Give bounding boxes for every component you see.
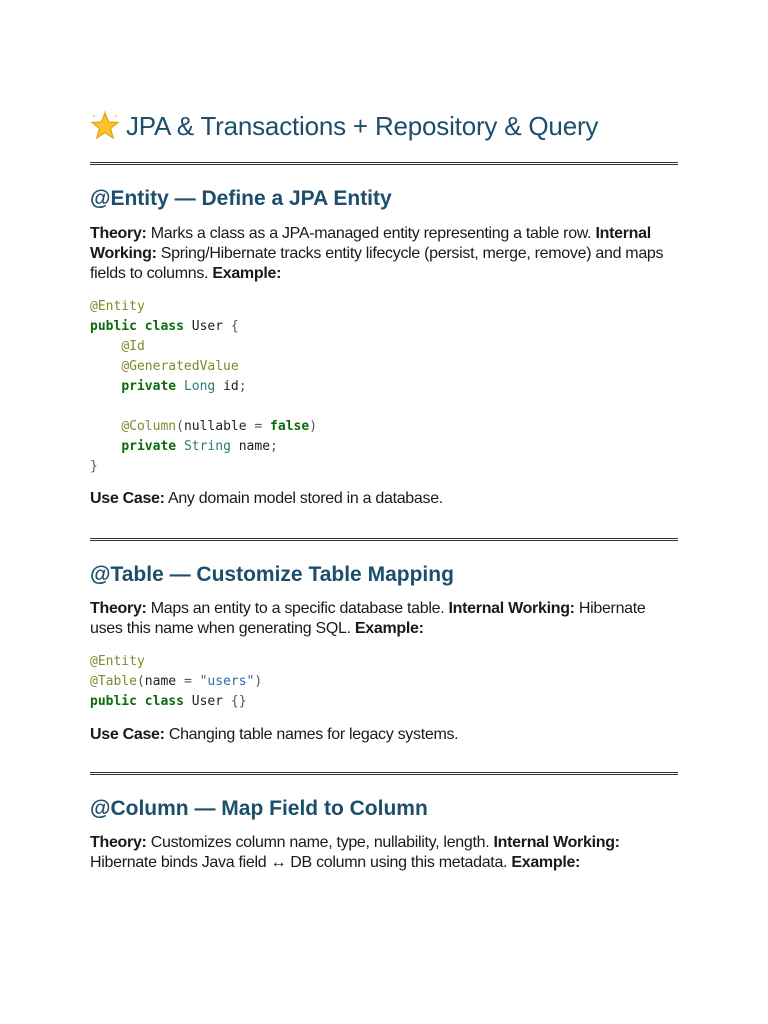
use-case-label: Use Case: [90,490,165,507]
theory-text: Marks a class as a JPA-managed entity representing a table row. [146,225,596,242]
use-case-text: Any domain model stored in a database. [164,490,443,507]
page-title-row [90,108,678,144]
section-heading-entity: @Entity — Define a JPA Entity [90,187,392,210]
section-description-table [90,599,678,639]
section-description-entity [90,224,678,284]
example-label: Example: [212,265,282,282]
use-case-text: Changing table names for legacy systems. [164,726,459,743]
code-block-table [90,652,678,712]
example-label: Example: [511,854,581,871]
theory-label: Theory: [90,834,147,851]
code-line: } [90,459,98,474]
section-heading-table: @Table — Customize Table Mapping [90,563,454,586]
theory-text: Customizes column name, type, nullability, length. [146,834,494,851]
code-line: @Id [121,339,145,354]
internal-working-label: Internal Working: [90,225,651,262]
code-line: private Long id; [121,379,247,394]
page-title: JPA & Transactions + Repository & Query [126,110,599,141]
section-description-column [90,833,678,873]
code-line: @Column(nullable = false) [121,419,318,434]
theory-label: Theory: [90,225,147,242]
section-divider [90,162,678,165]
document-content [90,108,678,873]
internal-working-text: Hibernate binds Java field ↔ DB column using this metadata. [90,854,512,871]
section-divider [90,538,678,541]
theory-text: Maps an entity to a specific database table. [146,600,449,617]
internal-working-label: Internal Working: [493,834,620,851]
internal-working-text: Spring/Hibernate tracks entity lifecycle (persist, merge, remove) and maps fields to columns. [90,245,664,282]
internal-working-label: Internal Working: [448,600,575,617]
theory-label: Theory: [90,600,147,617]
glowing-star-icon [90,111,120,141]
code-line: @GeneratedValue [121,359,239,374]
code-line: @Entity [90,299,145,314]
use-case-entity [90,489,678,509]
code-line: private String name; [121,439,278,454]
code-line: @Entity [90,654,145,669]
use-case-label: Use Case: [90,726,165,743]
code-line: public class User { [90,319,239,334]
use-case-table [90,725,678,745]
example-label: Example: [354,620,424,637]
code-line: public class User {} [90,694,247,709]
section-heading-column: @Column — Map Field to Column [90,797,428,820]
code-block-entity [90,297,678,477]
code-line: @Table(name = "users") [90,674,263,689]
section-divider [90,772,678,775]
internal-working-text: Hibernate uses this name when generating SQL. [90,600,646,637]
